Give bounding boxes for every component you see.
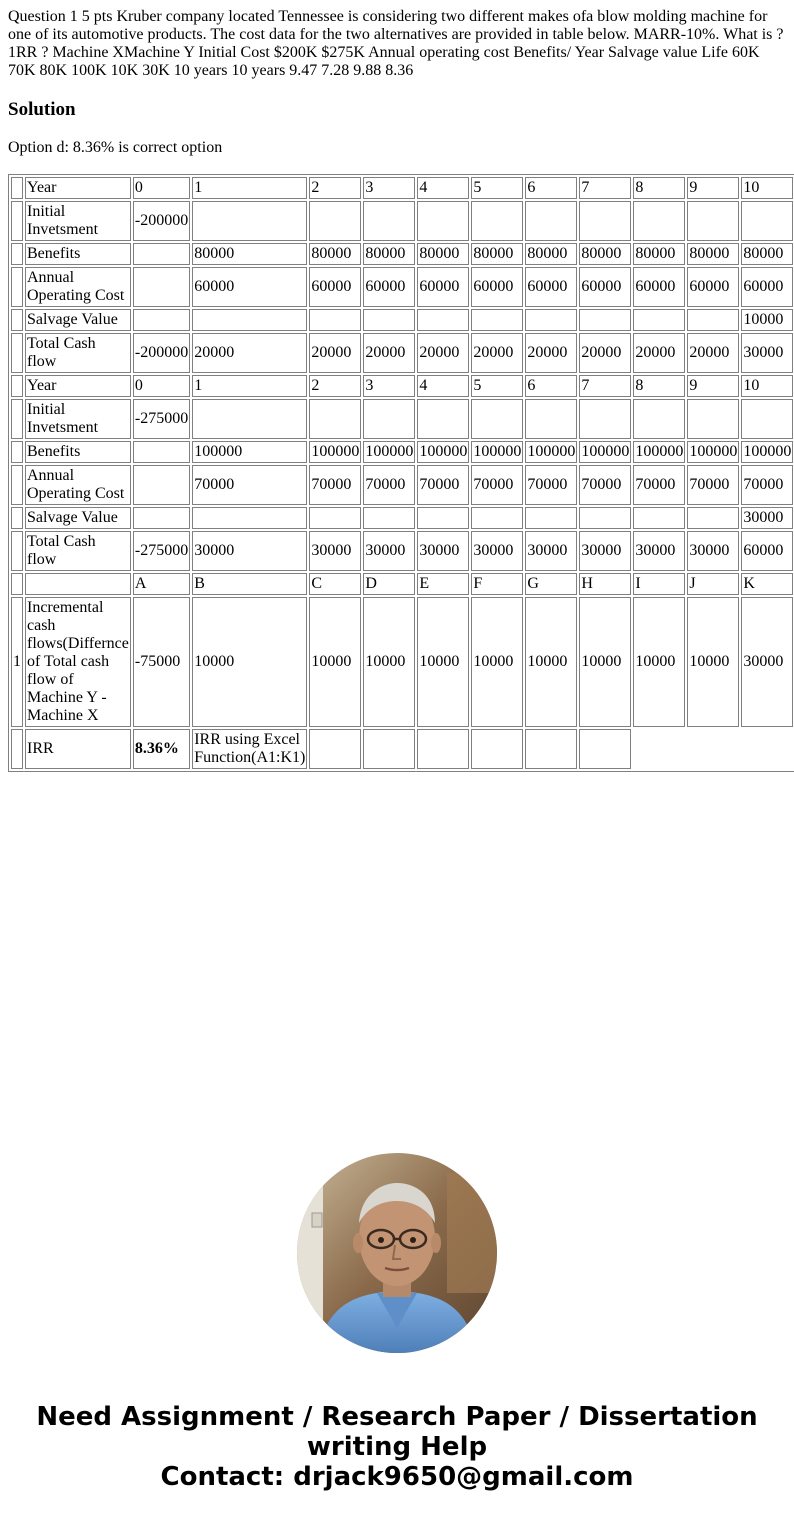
table-cell xyxy=(633,399,685,439)
table-cell: IRR using Excel Function(A1:K1) xyxy=(192,729,307,769)
table-cell: 100000 xyxy=(741,441,793,463)
cash-flow-table xyxy=(8,174,794,772)
table-cell: 30000 xyxy=(192,531,307,571)
table-cell: 100000 xyxy=(192,441,307,463)
table-cell xyxy=(11,243,23,265)
table-cell: 20000 xyxy=(633,333,685,373)
table-cell: 10 xyxy=(741,375,793,397)
table-cell xyxy=(133,441,190,463)
table-cell: 80000 xyxy=(471,243,523,265)
table-cell: 30000 xyxy=(417,531,469,571)
table-cell: Year xyxy=(25,177,131,199)
table-cell xyxy=(687,309,739,331)
table-cell: 60000 xyxy=(525,267,577,307)
table-cell: 80000 xyxy=(741,243,793,265)
table-cell: Annual Operating Cost xyxy=(25,267,131,307)
table-cell xyxy=(525,729,577,769)
table-cell xyxy=(633,309,685,331)
footer-contact: Contact: drjack9650@gmail.com xyxy=(160,1462,634,1492)
table-cell xyxy=(192,399,307,439)
table-cell: 100000 xyxy=(633,441,685,463)
table-cell: 8 xyxy=(633,375,685,397)
table-row xyxy=(11,729,793,769)
table-cell: J xyxy=(687,573,739,595)
table-cell: 10000 xyxy=(192,597,307,727)
table-cell: 70000 xyxy=(471,465,523,505)
table-cell: Initial Invetsment xyxy=(25,399,131,439)
table-cell xyxy=(417,399,469,439)
table-cell: 30000 xyxy=(525,531,577,571)
table-cell: 10000 xyxy=(417,597,469,727)
table-cell xyxy=(309,201,361,241)
table-cell xyxy=(417,507,469,529)
author-avatar xyxy=(297,1153,497,1353)
table-cell: 100000 xyxy=(579,441,631,463)
table-cell: 70000 xyxy=(192,465,307,505)
table-cell: 2 xyxy=(309,177,361,199)
table-cell xyxy=(417,729,469,769)
table-cell: 30000 xyxy=(363,531,415,571)
table-cell: K xyxy=(741,573,793,595)
table-cell: Benefits xyxy=(25,243,131,265)
person-portrait-icon xyxy=(297,1153,497,1353)
table-cell: 10000 xyxy=(471,597,523,727)
table-cell: 100000 xyxy=(363,441,415,463)
table-cell: 100000 xyxy=(687,441,739,463)
table-row xyxy=(11,399,793,439)
table-cell: 9 xyxy=(687,375,739,397)
table-cell: 20000 xyxy=(309,333,361,373)
table-cell: 70000 xyxy=(741,465,793,505)
table-cell: 60000 xyxy=(192,267,307,307)
table-cell: Annual Operating Cost xyxy=(25,465,131,505)
table-row xyxy=(11,531,793,571)
table-cell xyxy=(363,201,415,241)
table-cell: C xyxy=(309,573,361,595)
table-cell: 30000 xyxy=(741,597,793,727)
table-cell: 80000 xyxy=(192,243,307,265)
table-cell: 20000 xyxy=(525,333,577,373)
table-cell: IRR xyxy=(25,729,131,769)
table-cell: 1 xyxy=(192,375,307,397)
table-cell xyxy=(579,729,631,769)
table-cell: 8 xyxy=(633,177,685,199)
table-cell: 60000 xyxy=(633,267,685,307)
table-cell: A xyxy=(133,573,190,595)
table-cell xyxy=(192,507,307,529)
table-cell: 60000 xyxy=(741,531,793,571)
table-cell: Year xyxy=(25,375,131,397)
table-cell: 10000 xyxy=(525,597,577,727)
table-cell xyxy=(11,573,23,595)
table-cell: Total Cash flow xyxy=(25,333,131,373)
table-cell: -275000 xyxy=(133,531,190,571)
table-cell: 10 xyxy=(741,177,793,199)
table-cell xyxy=(11,177,23,199)
table-cell xyxy=(133,465,190,505)
table-cell: 30000 xyxy=(579,531,631,571)
table-cell: 80000 xyxy=(579,243,631,265)
table-cell xyxy=(741,399,793,439)
table-cell: 20000 xyxy=(471,333,523,373)
table-cell: 30000 xyxy=(633,531,685,571)
table-cell: 20000 xyxy=(363,333,415,373)
table-cell xyxy=(417,309,469,331)
table-cell: Initial Invetsment xyxy=(25,201,131,241)
table-cell: 100000 xyxy=(417,441,469,463)
footer-banner xyxy=(0,1402,794,1492)
table-cell xyxy=(525,201,577,241)
table-cell: 20000 xyxy=(417,333,469,373)
table-cell xyxy=(525,309,577,331)
table-row xyxy=(11,441,793,463)
table-cell: 60000 xyxy=(363,267,415,307)
table-cell: 6 xyxy=(525,375,577,397)
footer-line-1: Need Assignment / Research Paper / Dissertation xyxy=(36,1402,758,1432)
table-cell xyxy=(309,729,361,769)
table-cell: 10000 xyxy=(741,309,793,331)
table-cell: 10000 xyxy=(633,597,685,727)
table-cell: 7 xyxy=(579,177,631,199)
table-cell: 3 xyxy=(363,375,415,397)
table-cell xyxy=(11,441,23,463)
table-cell xyxy=(579,399,631,439)
table-cell: D xyxy=(363,573,415,595)
table-cell: 0 xyxy=(133,375,190,397)
table-cell xyxy=(579,507,631,529)
table-cell: 80000 xyxy=(417,243,469,265)
table-cell xyxy=(11,729,23,769)
table-cell xyxy=(11,375,23,397)
table-row xyxy=(11,309,793,331)
table-row xyxy=(11,573,793,595)
table-cell: 20000 xyxy=(687,333,739,373)
table-cell: Salvage Value xyxy=(25,507,131,529)
table-cell: 70000 xyxy=(525,465,577,505)
table-cell xyxy=(192,201,307,241)
table-cell: 7 xyxy=(579,375,631,397)
table-cell: 2 xyxy=(309,375,361,397)
table-cell xyxy=(471,309,523,331)
table-row xyxy=(11,267,793,307)
table-cell xyxy=(525,507,577,529)
table-cell: G xyxy=(525,573,577,595)
table-cell: 100000 xyxy=(309,441,361,463)
table-cell xyxy=(133,243,190,265)
table-cell: 30000 xyxy=(741,507,793,529)
table-cell: Total Cash flow xyxy=(25,531,131,571)
table-cell: 60000 xyxy=(579,267,631,307)
table-cell: 4 xyxy=(417,177,469,199)
table-cell xyxy=(11,507,23,529)
table-cell xyxy=(633,201,685,241)
table-cell: 30000 xyxy=(741,333,793,373)
table-cell: 80000 xyxy=(363,243,415,265)
table-cell: 60000 xyxy=(417,267,469,307)
table-cell: 10000 xyxy=(363,597,415,727)
question-text: Question 1 5 pts Kruber company located Tennessee is considering two different makes ofa blow molding machine for one of its automotive products. The cost data for the two alternatives are provided in table below. MARR-10%. What is ? 1RR ? Machine XMachine Y Initial Cost $200K $275K Annual operating cost Benefits/ Year Salvage value Life 60K 70K 80K 100K 10K 30K 10 years 10 years 9.47 7.28 9.88 8.36 xyxy=(8,8,784,79)
table-cell: 70000 xyxy=(633,465,685,505)
table-cell: Incremental cash flows(Differnce of Total cash flow of Machine Y - Machine X xyxy=(25,597,131,727)
table-cell xyxy=(11,267,23,307)
table-cell xyxy=(471,507,523,529)
table-cell xyxy=(687,507,739,529)
table-cell: 10000 xyxy=(687,597,739,727)
table-cell: 8.36% xyxy=(133,729,190,769)
table-cell: 30000 xyxy=(309,531,361,571)
table-cell xyxy=(25,573,131,595)
table-cell: 1 xyxy=(11,597,23,727)
table-cell: 5 xyxy=(471,177,523,199)
table-cell xyxy=(11,333,23,373)
table-cell: E xyxy=(417,573,469,595)
table-cell: 6 xyxy=(525,177,577,199)
table-cell: 80000 xyxy=(687,243,739,265)
table-cell xyxy=(741,201,793,241)
table-cell: 70000 xyxy=(417,465,469,505)
table-cell: 60000 xyxy=(309,267,361,307)
table-row xyxy=(11,177,793,199)
table-cell xyxy=(687,201,739,241)
table-cell: 4 xyxy=(417,375,469,397)
table-cell xyxy=(133,507,190,529)
table-row xyxy=(11,465,793,505)
table-row xyxy=(11,201,793,241)
table-cell xyxy=(11,201,23,241)
table-cell: B xyxy=(192,573,307,595)
table-cell: -200000 xyxy=(133,333,190,373)
table-row xyxy=(11,333,793,373)
table-cell: F xyxy=(471,573,523,595)
table-cell xyxy=(11,309,23,331)
table-cell: I xyxy=(633,573,685,595)
table-cell: 80000 xyxy=(309,243,361,265)
table-cell xyxy=(11,465,23,505)
table-cell: -75000 xyxy=(133,597,190,727)
table-cell xyxy=(309,309,361,331)
table-cell xyxy=(363,507,415,529)
table-cell xyxy=(133,309,190,331)
table-cell xyxy=(579,309,631,331)
solution-heading: Solution xyxy=(8,99,76,120)
table-cell xyxy=(471,399,523,439)
table-cell xyxy=(11,399,23,439)
table-cell: 70000 xyxy=(687,465,739,505)
table-cell: 60000 xyxy=(741,267,793,307)
table-cell: -200000 xyxy=(133,201,190,241)
table-cell xyxy=(363,729,415,769)
table-cell: 60000 xyxy=(687,267,739,307)
table-cell xyxy=(363,309,415,331)
table-cell: H xyxy=(579,573,631,595)
table-cell xyxy=(525,399,577,439)
table-cell: 20000 xyxy=(192,333,307,373)
answer-text: Option d: 8.36% is correct option xyxy=(8,139,223,156)
table-row xyxy=(11,507,793,529)
table-cell: 80000 xyxy=(633,243,685,265)
table-cell xyxy=(133,267,190,307)
table-cell: 1 xyxy=(192,177,307,199)
table-cell xyxy=(633,507,685,529)
table-cell: 100000 xyxy=(525,441,577,463)
table-cell: 3 xyxy=(363,177,415,199)
table-cell xyxy=(11,531,23,571)
table-cell: Benefits xyxy=(25,441,131,463)
table-cell: 30000 xyxy=(687,531,739,571)
table-cell: 10000 xyxy=(309,597,361,727)
table-cell: 10000 xyxy=(579,597,631,727)
table-cell: 30000 xyxy=(471,531,523,571)
table-cell xyxy=(417,201,469,241)
table-cell: -275000 xyxy=(133,399,190,439)
table-cell: 70000 xyxy=(363,465,415,505)
table-cell xyxy=(687,399,739,439)
footer-line-2: writing Help xyxy=(306,1432,488,1462)
table-cell: Salvage Value xyxy=(25,309,131,331)
table-cell: 70000 xyxy=(579,465,631,505)
table-row xyxy=(11,597,793,727)
table-cell: 20000 xyxy=(579,333,631,373)
table-cell xyxy=(309,507,361,529)
table-cell xyxy=(192,309,307,331)
table-cell: 9 xyxy=(687,177,739,199)
table-cell xyxy=(579,201,631,241)
table-cell xyxy=(363,399,415,439)
table-row xyxy=(11,243,793,265)
table-cell: 80000 xyxy=(525,243,577,265)
table-cell: 0 xyxy=(133,177,190,199)
table-cell: 5 xyxy=(471,375,523,397)
table-cell xyxy=(471,729,523,769)
table-cell: 100000 xyxy=(471,441,523,463)
table-cell: 60000 xyxy=(471,267,523,307)
table-cell xyxy=(309,399,361,439)
table-row xyxy=(11,375,793,397)
table-cell xyxy=(471,201,523,241)
table-cell: 70000 xyxy=(309,465,361,505)
